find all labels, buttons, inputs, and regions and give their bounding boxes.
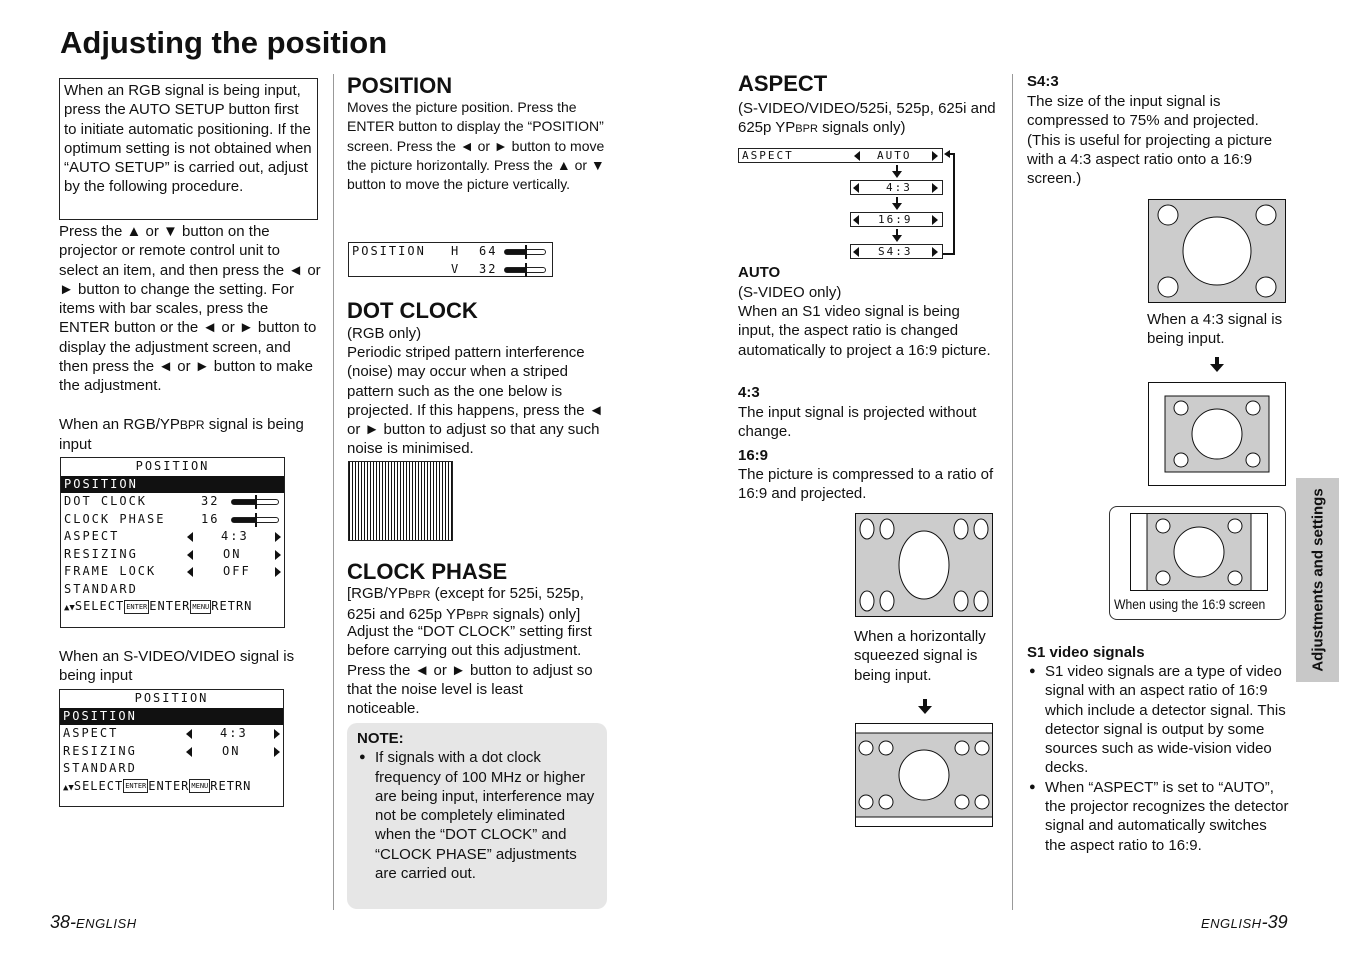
left-arrow-icon	[186, 747, 192, 757]
osd-title: POSITION	[135, 459, 210, 473]
r43-heading: 4:3	[738, 384, 760, 401]
s43-body: The size of the input signal is compressed to 75% and projected. (This is useful for projecting a picture with a 4:3 aspect ratio onto a 16:9 screen.)	[1027, 93, 1273, 188]
caption-43: When a 4:3 signal is being input.	[1147, 311, 1283, 348]
aspect-osd-option-43: 4:3	[850, 180, 943, 195]
screen-169-frame	[1109, 506, 1286, 620]
osd-highlight-row: POSITION	[61, 476, 284, 494]
page-number-right: ENGLISH-39	[1201, 912, 1288, 932]
aspect-osd-main-row: ASPECT AUTO	[738, 148, 943, 163]
note-item: ● If signals with a dot clock frequency of 100 MHz or higher are being input, interference may not be completely eliminated when the “DOT CLOCK” and “CLOCK PHASE” adjustments are carried out.	[357, 748, 597, 883]
right-arrow-icon	[932, 215, 938, 225]
left-arrow-icon	[187, 550, 193, 560]
osd-position-svideo	[59, 689, 284, 807]
dot-clock-body: Periodic striped pattern interference (noise) may occur when a striped pattern such as the one below is projected. If this happens, press the ◄ or ► button to adjust so that any such noise is minimised.	[347, 344, 604, 458]
osd-row-standard: STANDARD	[64, 581, 138, 596]
osd-row-v: V 32	[349, 261, 552, 279]
auto-heading: AUTO	[738, 264, 781, 281]
left-arrow-icon	[187, 567, 193, 577]
rgb-caption-subscript: BPR	[179, 418, 205, 432]
left-arrow-icon	[853, 247, 859, 257]
s1-list	[1027, 662, 1289, 855]
clock-phase-body: Adjust the “DOT CLOCK” setting first before carrying out this adjustment. Press the ◄ or ► button to adjust so that the noise level is least noticeable.	[347, 623, 593, 718]
osd-row-aspect: ASPECT 4:3	[61, 528, 284, 546]
up-down-icon: ▲▼	[63, 782, 74, 793]
osd-highlight-row: POSITION	[60, 708, 283, 726]
aspect-osd-option-169: 16:9	[850, 212, 943, 227]
down-arrow-icon	[896, 197, 898, 204]
osd-row-h: POSITION H 64	[349, 243, 552, 261]
screen-169-image	[1130, 513, 1268, 591]
dot-clock-qualifier: (RGB only)	[347, 325, 422, 342]
left-arrow-icon	[854, 151, 860, 161]
intro-box	[59, 78, 318, 220]
rgb-caption-text-end: signal is being input	[59, 416, 304, 453]
intro-text: Press the ▲ or ▼ button on the projector or remote control unit to select an item, and then press the ◄ or ► button to change the setting. For items with bar scales, press the ENTER button or the ◄ or ► button to display the adjustment screen, and then press the ◄ or ► button to make the adjustment.	[59, 223, 321, 395]
auto-body: When an S1 video signal is being input, the aspect ratio is changed automatically to project a 16:9 picture.	[738, 303, 991, 359]
down-arrow-icon	[918, 699, 932, 715]
down-arrow-icon	[896, 165, 898, 172]
caption-169: When using the 16:9 screen	[1114, 597, 1266, 612]
clock-phase-qualifier: [RGB/YPBPR (except for 525i, 525p, 625i and 625p YPBPR signals) only]	[347, 585, 584, 624]
right-arrow-icon	[275, 550, 281, 560]
osd-position-rgb	[60, 457, 285, 628]
down-arrow-icon	[1210, 357, 1224, 373]
rgb-caption	[59, 415, 321, 454]
left-arrow-icon	[853, 215, 859, 225]
column-divider	[333, 74, 334, 910]
r169-body: The picture is compressed to a ratio of 16:9 and projected.	[738, 466, 994, 503]
r43-body: The input signal is projected without change.	[738, 404, 977, 441]
page-title: Adjusting the position	[60, 25, 388, 60]
aspect-heading: ASPECT	[738, 71, 828, 96]
note-box	[347, 723, 607, 909]
h-bar	[504, 249, 546, 255]
osd-position-hv	[348, 242, 553, 277]
intro-box-text: When an RGB signal is being input, press the AUTO SETUP button first to initiate automatic positioning. If the optimum setting is not obtained when “AUTO SETUP” is carried out, adjust by the following procedure.	[64, 82, 312, 196]
aspect-osd-diagram	[738, 148, 958, 260]
right-arrow-icon	[932, 151, 938, 161]
up-down-icon: ▲▼	[64, 603, 75, 613]
right-arrow-icon	[932, 247, 938, 257]
side-tab-label: Adjustments and settings	[1308, 488, 1326, 672]
right-arrow-icon	[275, 567, 281, 577]
squeezed-caption: When a horizontally squeezed signal is being input.	[854, 628, 986, 684]
osd-row-frame-lock: FRAME LOCK OFF	[61, 563, 284, 581]
striped-pattern-image	[348, 461, 453, 541]
enter-key-icon: ENTER	[123, 779, 148, 793]
right-arrow-icon	[274, 747, 280, 757]
r169-heading: 16:9	[738, 447, 769, 464]
menu-key-icon: MENU	[189, 779, 210, 793]
page-number-left: 38-ENGLISH	[50, 912, 137, 932]
column-divider	[1012, 74, 1013, 910]
osd-row-resizing: RESIZING ON	[60, 743, 283, 761]
dot-clock-heading: DOT CLOCK	[347, 298, 478, 323]
side-tab	[1296, 478, 1339, 682]
osd-row-aspect: ASPECT 4:3	[60, 725, 283, 743]
osd-select-row: ▲▼SELECT ENTER ENTER MENU RETRN	[63, 778, 252, 793]
osd-row-resizing: RESIZING ON	[61, 546, 284, 564]
position-heading: POSITION	[347, 73, 453, 98]
enter-key-icon: ENTER	[124, 600, 149, 614]
squeezed-signal-image	[855, 513, 993, 617]
osd-row-clock-phase: CLOCK PHASE 16	[61, 511, 284, 529]
projected-169-image	[855, 723, 993, 827]
right-arrow-icon	[275, 532, 281, 542]
clock-phase-bar	[231, 517, 279, 523]
v-bar	[504, 267, 546, 273]
right-arrow-icon	[932, 183, 938, 193]
dot-clock-bar	[231, 499, 279, 505]
osd-title: POSITION	[134, 691, 209, 705]
left-arrow-icon	[853, 183, 859, 193]
position-body: Moves the picture position. Press the ENTER button to display the “POSITION” screen. Press the ◄ or ► button to move the picture horizontally. Press the ▲ or ▼ button to move the picture vertically.	[347, 99, 605, 193]
down-arrow-icon	[896, 229, 898, 236]
aspect-osd-option-s43: S4:3	[850, 244, 943, 259]
left-arrow-icon	[187, 532, 193, 542]
osd-row-dot-clock: DOT CLOCK 32	[61, 493, 284, 511]
svideo-caption: When an S-VIDEO/VIDEO signal is being input	[59, 648, 295, 685]
rgb-caption-text: When an RGB/YP	[59, 416, 180, 433]
signal-43-image	[1148, 199, 1286, 303]
return-loop-arrow	[942, 150, 958, 258]
s1-heading: S1 video signals	[1027, 644, 1145, 661]
auto-qualifier: (S-VIDEO only)	[738, 284, 842, 301]
osd-select-row: ▲▼SELECT ENTER ENTER MENU RETRN	[64, 599, 253, 613]
menu-key-icon: MENU	[190, 600, 211, 614]
note-heading: NOTE:	[357, 730, 404, 747]
osd-row-standard: STANDARD	[63, 761, 137, 775]
left-arrow-icon	[186, 729, 192, 739]
list-item: ● When “ASPECT” is set to “AUTO”, the projector recognizes the detector signal and automatically switches the aspect ratio to 16:9.	[1027, 778, 1289, 855]
list-item: ● S1 video signals are a type of video signal with an aspect ratio of 16:9 which include a detector signal. This detector signal is output by some sources such as wide-vision video decks.	[1027, 662, 1289, 778]
s43-heading: S4:3	[1027, 73, 1059, 90]
clock-phase-heading: CLOCK PHASE	[347, 559, 508, 584]
right-arrow-icon	[274, 729, 280, 739]
s43-projected-image	[1148, 382, 1286, 486]
aspect-qualifier: (S-VIDEO/VIDEO/525i, 525p, 625i and 625p YPBPR signals only)	[738, 100, 996, 137]
